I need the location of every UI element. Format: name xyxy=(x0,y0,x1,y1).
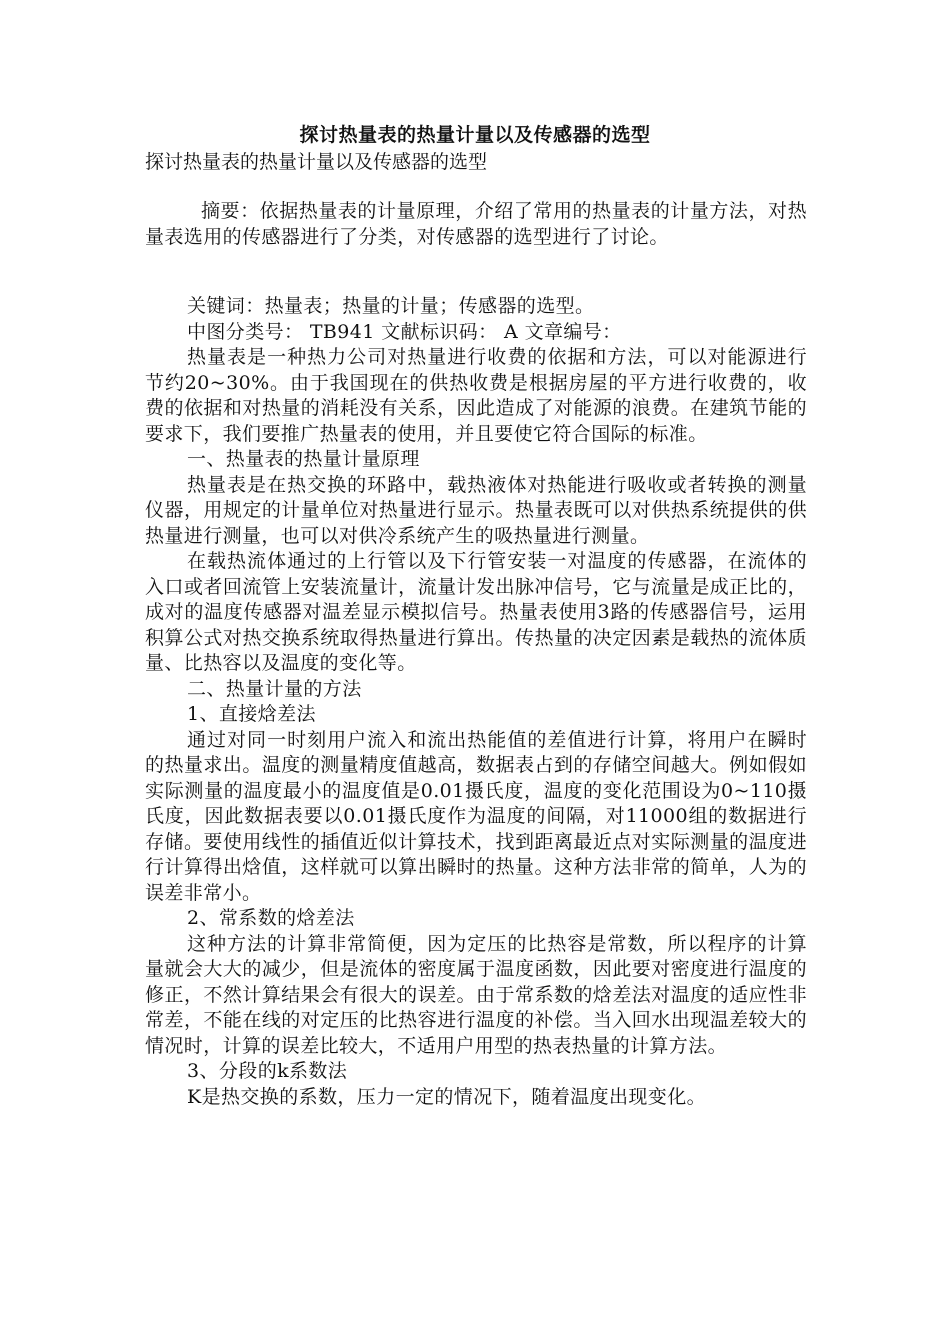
document-body xyxy=(145,199,807,1110)
abstract-paragraph: 摘要：依据热量表的计量原理，介绍了常用的热量表的计量方法，对热量表选用的传感器进行了分类，对传感器的选型进行了讨论。 xyxy=(145,200,807,248)
section-heading-1: 一、热量表的热量计量原理 xyxy=(187,448,420,470)
spacer xyxy=(145,250,807,294)
method1-paragraph: 通过对同一时刻用户流入和流出热能值的差值进行计算，将用户在瞬时的热量求出。温度的测量精度值越高，数据表占到的存储空间越大。例如假如实际测量的温度最小的温度值是0.01摄氏度，温度的变化范围设为0~110摄氏度，因此数据表要以0.01摄氏度作为温度的间隔，对11000组的数据进行存储。要使用线性的插值近似计算技术，找到距离最近点对实际测量的温度进行计算得出焓值，这样就可以算出瞬时的热量。这种方法非常的简单，人为的误差非常小。 xyxy=(145,728,807,904)
method1-heading: 1、直接焓差法 xyxy=(187,703,316,725)
method2-paragraph: 这种方法的计算非常简便，因为定压的比热容是常数，所以程序的计算量就会大大的减少，但是流体的密度属于温度函数，因此要对密度进行温度的修正，不然计算结果会有很大的误差。由于常系数的焓差法对温度的适应性非常差，不能在线的对定压的比热容进行温度的补偿。当入回水出现温差较大的情况时，计算的误差比较大，不适用户用型的热表热量的计算方法。 xyxy=(145,932,807,1057)
classification-line: 中图分类号： TB941 文献标识码： A 文章编号： xyxy=(187,320,622,343)
section1-paragraph-1: 热量表是在热交换的环路中，载热液体对热能进行吸收或者转换的测量仪器，用规定的计量单位对热量进行显示。热量表既可以对供热系统提供的供热量进行测量，也可以对供冷系统产生的吸热量进行测量。 xyxy=(145,473,807,547)
method2-heading: 2、常系数的焓差法 xyxy=(187,907,355,929)
section1-paragraph-2: 在载热流体通过的上行管以及下行管安装一对温度的传感器，在流体的入口或者回流管上安装流量计，流量计发出脉冲信号，它与流量是成正比的，成对的温度传感器对温差显示模拟信号。热量表使用3路的传感器信号，运用积算公式对热交换系统取得热量进行算出。传热量的决定因素是载热的流体质量、比热容以及温度的变化等。 xyxy=(145,550,807,674)
keywords-line: 关键词：热量表；热量的计量；传感器的选型。 xyxy=(187,295,595,317)
method3-paragraph: K是热交换的系数，压力一定的情况下，随着温度出现变化。 xyxy=(187,1085,706,1108)
method3-heading: 3、分段的k系数法 xyxy=(187,1060,348,1082)
section-heading-2: 二、热量计量的方法 xyxy=(187,677,362,700)
intro-paragraph: 热量表是一种热力公司对热量进行收费的依据和方法，可以对能源进行节约20~30%。由于我国现在的供热收费是根据房屋的平方进行收费的，收费的依据和对热量的消耗没有关系，因此造成了对能源的浪费。在建筑节能的要求下，我们要推广热量表的使用，并且要使它符合国际的标准。 xyxy=(145,346,807,445)
document-subtitle: 探讨热量表的热量计量以及传感器的选型 xyxy=(145,151,488,173)
document-title: 探讨热量表的热量计量以及传感器的选型 xyxy=(299,124,651,146)
